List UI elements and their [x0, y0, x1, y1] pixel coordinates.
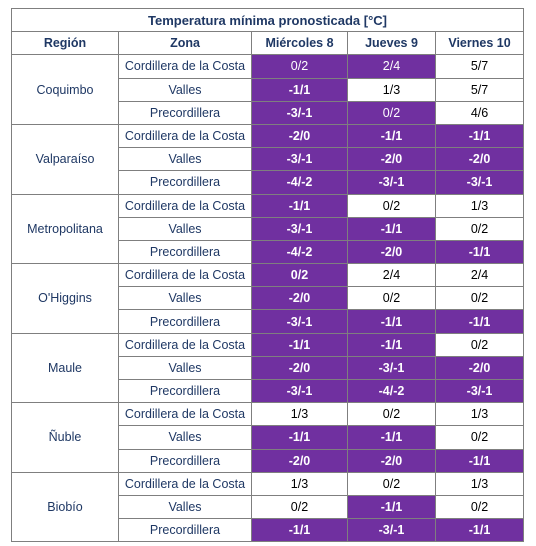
- col-header-friday: Viernes 10: [436, 32, 524, 55]
- zone-cell: Cordillera de la Costa: [119, 194, 252, 217]
- temperature-cell: -3/-1: [436, 380, 524, 403]
- temperature-cell: 0/2: [436, 287, 524, 310]
- table-body: [12, 55, 524, 542]
- temperature-cell: -1/1: [348, 426, 436, 449]
- temperature-cell: 1/3: [252, 403, 348, 426]
- temperature-cell: -1/1: [348, 217, 436, 240]
- zone-cell: Valles: [119, 217, 252, 240]
- zone-cell: Valles: [119, 287, 252, 310]
- table-row: [12, 264, 524, 287]
- col-header-thursday: Jueves 9: [348, 32, 436, 55]
- temperature-cell: -1/1: [436, 240, 524, 263]
- header-row: [12, 32, 524, 55]
- temperature-cell: -1/1: [348, 333, 436, 356]
- region-cell: O'Higgins: [12, 264, 119, 334]
- table-row: [12, 194, 524, 217]
- temperature-cell: 0/2: [348, 472, 436, 495]
- temperature-cell: -1/1: [252, 426, 348, 449]
- forecast-table: [11, 8, 524, 542]
- title-row: [12, 9, 524, 32]
- temperature-cell: -3/-1: [348, 356, 436, 379]
- zone-cell: Cordillera de la Costa: [119, 264, 252, 287]
- zone-cell: Valles: [119, 78, 252, 101]
- temperature-cell: -2/0: [436, 356, 524, 379]
- temperature-cell: 2/4: [348, 264, 436, 287]
- zone-cell: Cordillera de la Costa: [119, 55, 252, 78]
- temperature-cell: 5/7: [436, 55, 524, 78]
- zone-cell: Cordillera de la Costa: [119, 124, 252, 147]
- zone-cell: Cordillera de la Costa: [119, 472, 252, 495]
- zone-cell: Precordillera: [119, 101, 252, 124]
- temperature-cell: -1/1: [436, 310, 524, 333]
- zone-cell: Valles: [119, 148, 252, 171]
- region-cell: Maule: [12, 333, 119, 403]
- temperature-cell: -4/-2: [348, 380, 436, 403]
- table-row: [12, 472, 524, 495]
- temperature-cell: -1/1: [436, 124, 524, 147]
- temperature-cell: -3/-1: [252, 101, 348, 124]
- table-row: [12, 333, 524, 356]
- temperature-cell: 1/3: [252, 472, 348, 495]
- temperature-cell: -3/-1: [348, 171, 436, 194]
- temperature-cell: -2/0: [348, 148, 436, 171]
- temperature-cell: 0/2: [348, 287, 436, 310]
- temperature-cell: 4/6: [436, 101, 524, 124]
- temperature-cell: -1/1: [348, 124, 436, 147]
- table-row: [12, 403, 524, 426]
- temperature-cell: 0/2: [436, 217, 524, 240]
- temperature-cell: -3/-1: [348, 519, 436, 542]
- temperature-cell: -1/1: [348, 495, 436, 518]
- temperature-cell: -3/-1: [252, 310, 348, 333]
- region-cell: Metropolitana: [12, 194, 119, 264]
- region-cell: Biobío: [12, 472, 119, 542]
- table-title: Temperatura mínima pronosticada [°C]: [12, 9, 524, 32]
- temperature-cell: 1/3: [348, 78, 436, 101]
- region-cell: Valparaíso: [12, 124, 119, 194]
- temperature-cell: -1/1: [252, 194, 348, 217]
- zone-cell: Valles: [119, 426, 252, 449]
- temperature-cell: 1/3: [436, 194, 524, 217]
- zone-cell: Cordillera de la Costa: [119, 403, 252, 426]
- zone-cell: Precordillera: [119, 310, 252, 333]
- temperature-cell: 2/4: [348, 55, 436, 78]
- temperature-cell: 5/7: [436, 78, 524, 101]
- zone-cell: Precordillera: [119, 449, 252, 472]
- col-header-wednesday: Miércoles 8: [252, 32, 348, 55]
- temperature-cell: 1/3: [436, 403, 524, 426]
- temperature-cell: -3/-1: [436, 171, 524, 194]
- col-header-zone: Zona: [119, 32, 252, 55]
- temperature-cell: 2/4: [436, 264, 524, 287]
- temperature-cell: -3/-1: [252, 380, 348, 403]
- temperature-cell: -2/0: [252, 449, 348, 472]
- zone-cell: Precordillera: [119, 240, 252, 263]
- temperature-cell: -2/0: [348, 240, 436, 263]
- temperature-cell: 0/2: [348, 194, 436, 217]
- region-cell: Coquimbo: [12, 55, 119, 125]
- temperature-cell: -2/0: [252, 124, 348, 147]
- temperature-cell: -2/0: [348, 449, 436, 472]
- temperature-cell: -4/-2: [252, 240, 348, 263]
- zone-cell: Precordillera: [119, 519, 252, 542]
- zone-cell: Cordillera de la Costa: [119, 333, 252, 356]
- temperature-cell: -2/0: [252, 287, 348, 310]
- temperature-cell: -1/1: [252, 519, 348, 542]
- zone-cell: Precordillera: [119, 171, 252, 194]
- temperature-cell: 0/2: [252, 55, 348, 78]
- temperature-cell: 0/2: [348, 403, 436, 426]
- temperature-cell: -1/1: [436, 449, 524, 472]
- temperature-cell: 0/2: [348, 101, 436, 124]
- temperature-cell: -1/1: [348, 310, 436, 333]
- temperature-cell: 0/2: [436, 426, 524, 449]
- table-row: [12, 124, 524, 147]
- temperature-cell: -1/1: [252, 333, 348, 356]
- region-cell: Ñuble: [12, 403, 119, 473]
- temperature-cell: 1/3: [436, 472, 524, 495]
- temperature-cell: 0/2: [436, 495, 524, 518]
- zone-cell: Valles: [119, 356, 252, 379]
- zone-cell: Valles: [119, 495, 252, 518]
- temperature-cell: -2/0: [436, 148, 524, 171]
- temperature-cell: -2/0: [252, 356, 348, 379]
- temperature-cell: -1/1: [252, 78, 348, 101]
- temperature-cell: 0/2: [436, 333, 524, 356]
- temperature-cell: -3/-1: [252, 217, 348, 240]
- table-row: [12, 55, 524, 78]
- zone-cell: Precordillera: [119, 380, 252, 403]
- temperature-cell: -3/-1: [252, 148, 348, 171]
- temperature-cell: -4/-2: [252, 171, 348, 194]
- temperature-cell: 0/2: [252, 495, 348, 518]
- col-header-region: Región: [12, 32, 119, 55]
- temperature-cell: 0/2: [252, 264, 348, 287]
- temperature-cell: -1/1: [436, 519, 524, 542]
